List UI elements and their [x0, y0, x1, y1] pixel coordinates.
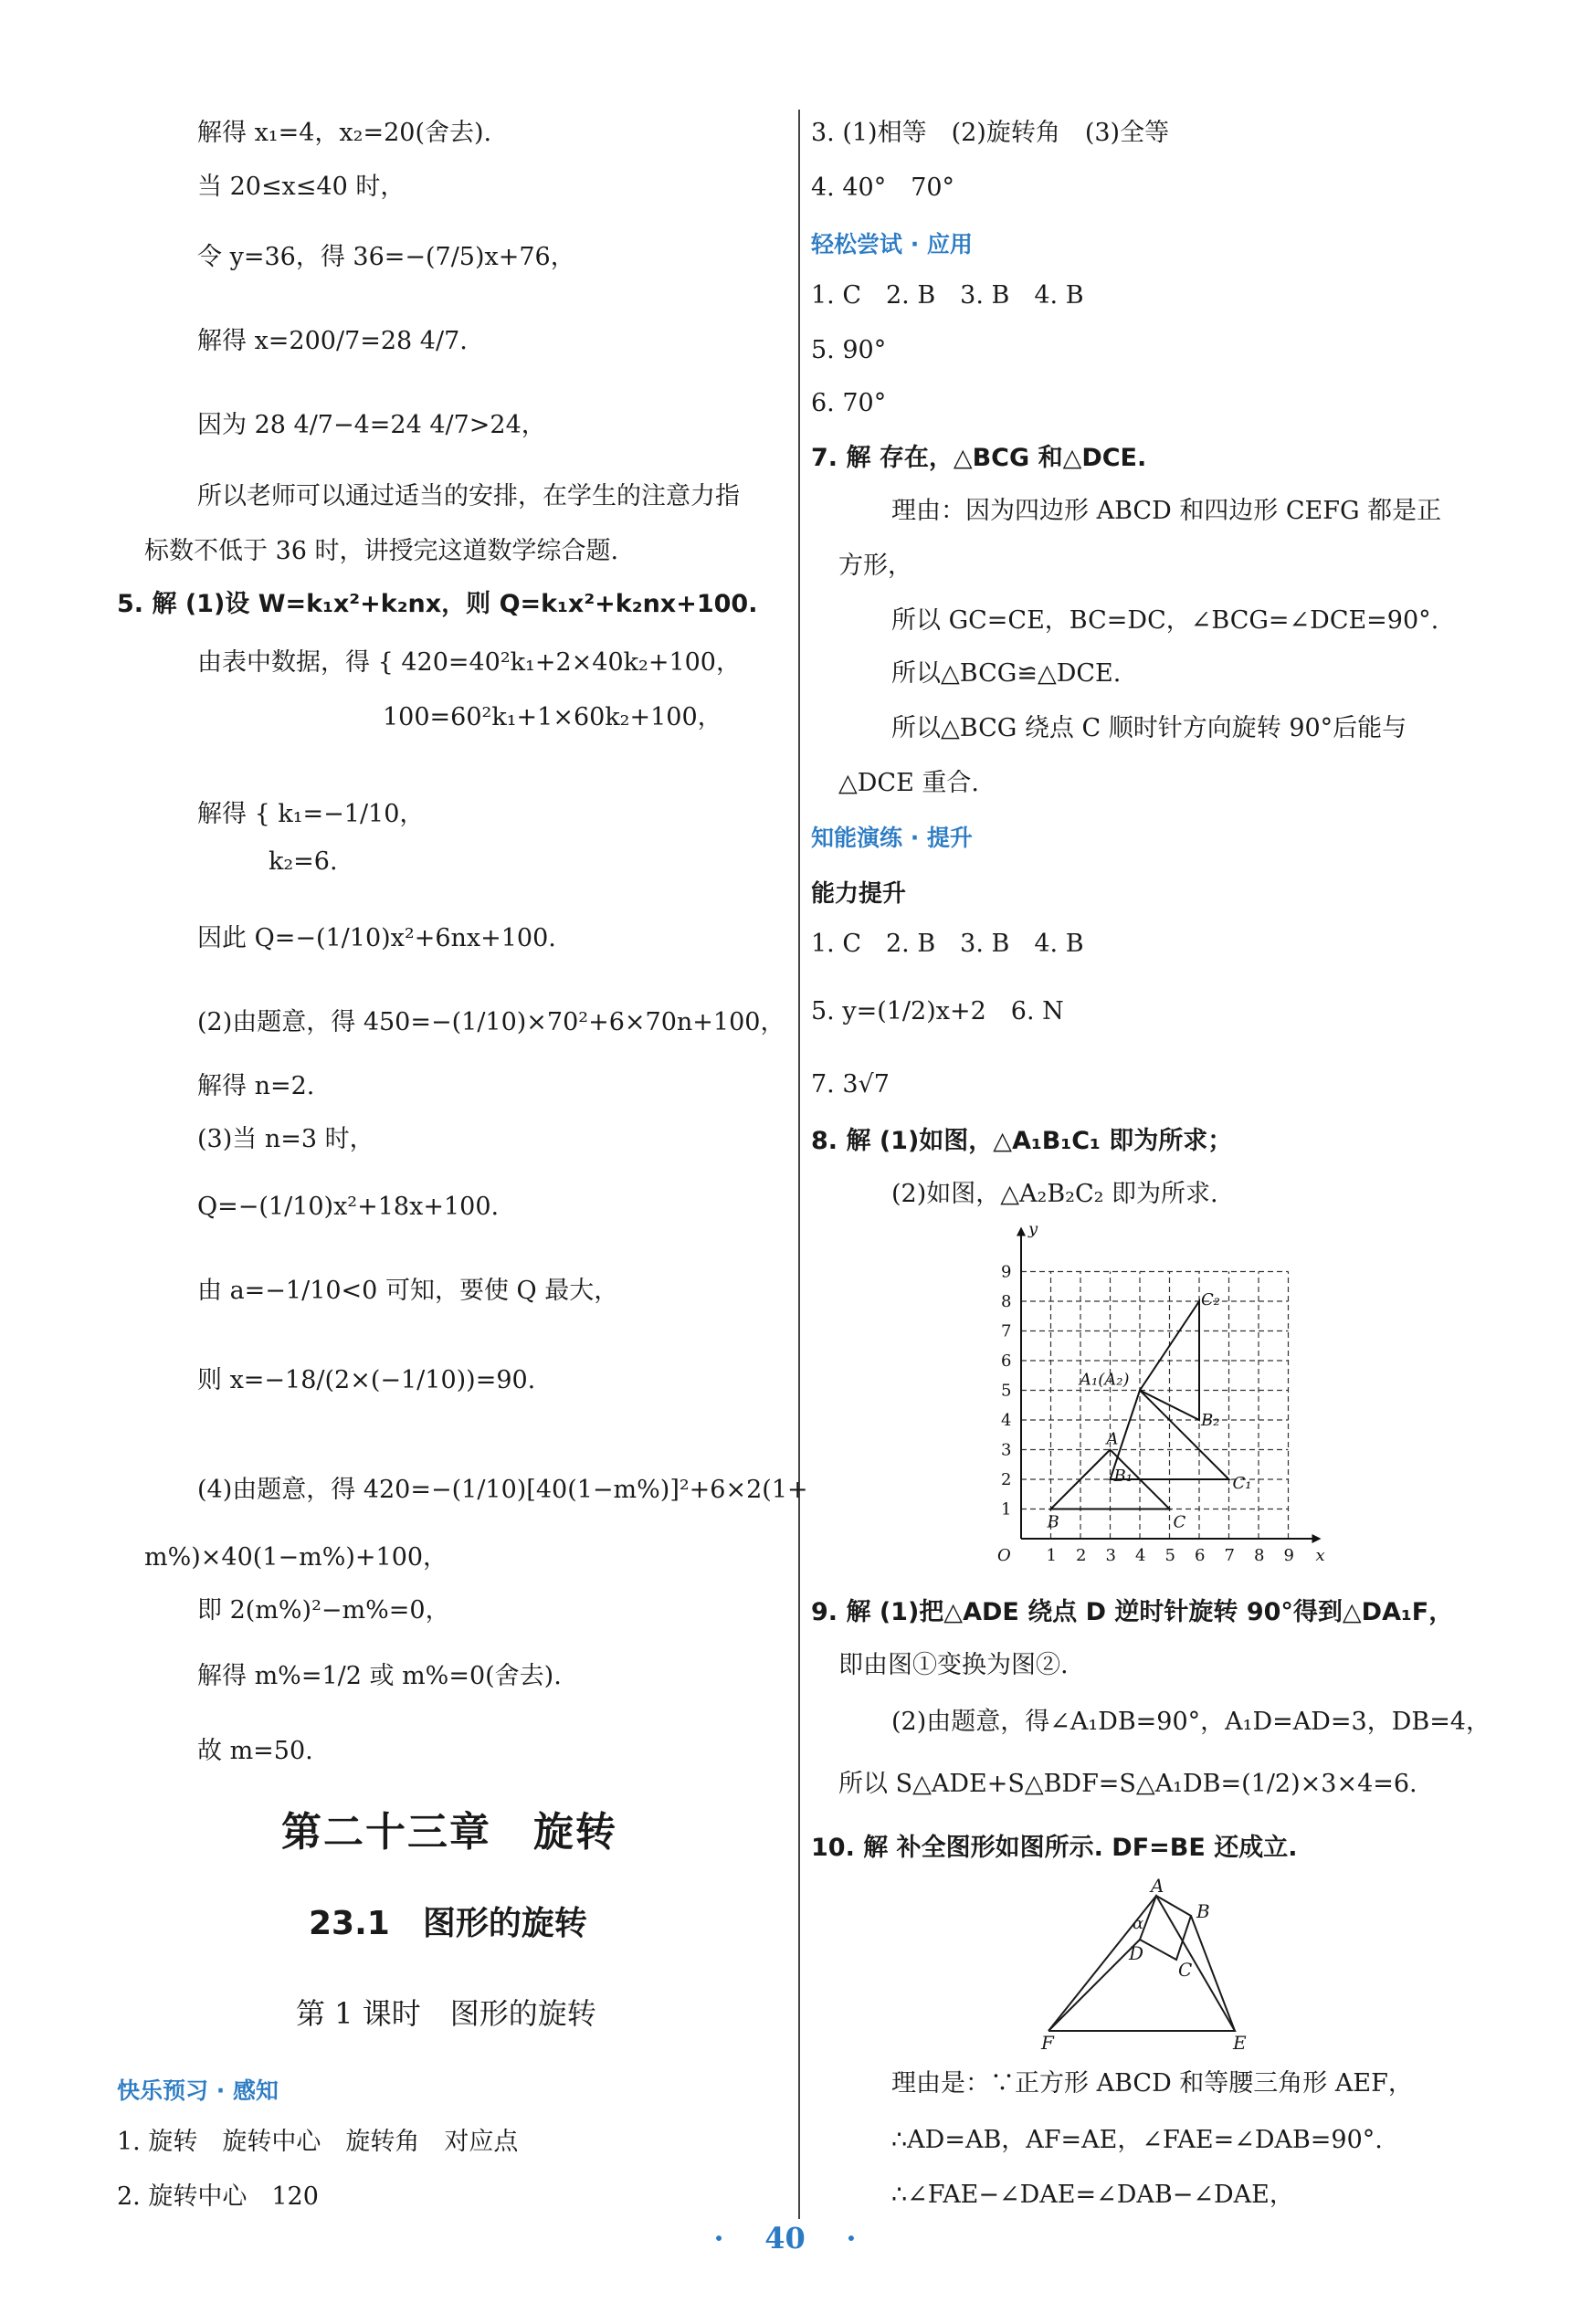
y-tick-label: 6 [1001, 1351, 1012, 1371]
text-line: 所以△BCG≌△DCE. [891, 659, 1122, 688]
question-7: 7. 解 存在，△BCG 和△DCE. [811, 444, 1147, 472]
x-tick-label: 1 [1046, 1546, 1057, 1565]
page-dot: · [713, 2221, 724, 2256]
y-tick-label: 2 [1001, 1470, 1012, 1489]
text-line: 即由图①变换为图②. [838, 1651, 1069, 1679]
y-tick-label: 7 [1001, 1321, 1012, 1341]
y-tick-label: 5 [1001, 1381, 1012, 1401]
x-tick-label: 3 [1105, 1546, 1116, 1565]
x-tick-label: 8 [1254, 1546, 1265, 1565]
square-triangle-figure [1030, 1875, 1249, 2054]
label-d: D [1129, 1942, 1144, 1964]
text-line: 解得 n=2. [197, 1072, 315, 1100]
text-line: 解得 x₁=4，x₂=20(舍去). [197, 119, 492, 147]
text-line: 标数不低于 36 时，讲授完这道数学综合题. [144, 537, 619, 565]
label-c1: C₁ [1232, 1474, 1252, 1493]
text-line: 因此 Q=−(1/10)x²+6nx+100. [197, 924, 556, 952]
text-line: 理由：因为四边形 ABCD 和四边形 CEFG 都是正 [891, 497, 1442, 525]
text-line: 由表中数据，得 { 420=40²k₁+2×40k₂+100， [197, 648, 741, 677]
label-c: C [1178, 1959, 1193, 1981]
text-line: ∴AD=AB，AF=AE，∠FAE=∠DAB=90°. [891, 2126, 1383, 2154]
preview-header: 快乐预习 · 感知 [117, 2077, 279, 2104]
practice-header: 知能演练 · 提升 [811, 825, 973, 851]
page-number-bar [0, 2221, 1570, 2256]
text-line: 1. C 2. B 3. B 4. B [811, 281, 1084, 310]
text-line: 则 x=−18/(2×(−1/10))=90. [197, 1366, 536, 1394]
text-line: 解得 { k₁=−1/10， [197, 800, 425, 828]
label-a: A [1151, 1875, 1164, 1897]
x-tick-label: 7 [1224, 1546, 1235, 1565]
y-axis-arrow [1017, 1227, 1026, 1236]
text-line: 方形， [838, 552, 912, 580]
text-line: 解得 x=200/7=28 4/7. [197, 327, 468, 355]
text-line: 由 a=−1/10<0 可知，要使 Q 最大， [197, 1277, 619, 1305]
page-dot: · [846, 2221, 857, 2256]
label-b: B [1047, 1512, 1059, 1532]
label-b2: B₂ [1201, 1411, 1220, 1430]
label-a1-a2: A₁(A₂) [1080, 1370, 1130, 1390]
text-line: (2)如图，△A₂B₂C₂ 即为所求. [891, 1180, 1218, 1208]
text-line: 所以老师可以通过适当的安排，在学生的注意力指 [197, 482, 740, 510]
rotation-grid-figure [985, 1219, 1325, 1571]
label-e: E [1233, 2032, 1247, 2054]
origin-label: O [997, 1546, 1011, 1565]
x-tick-label: 6 [1195, 1546, 1206, 1565]
text-line: 5. 90° [811, 336, 887, 364]
text-line: Q=−(1/10)x²+18x+100. [197, 1193, 500, 1221]
ability-header: 能力提升 [811, 880, 907, 908]
text-line: ∴∠FAE−∠DAE=∠DAB−∠DAE， [891, 2181, 1294, 2209]
text-line: 3. (1)相等 (2)旋转角 (3)全等 [811, 119, 1170, 147]
text-line: 所以 GC=CE，BC=DC，∠BCG=∠DCE=90°. [891, 606, 1439, 635]
text-line: 故 m=50. [197, 1737, 313, 1765]
text-line: 因为 28 4/7−4=24 4/7>24， [197, 411, 546, 439]
text-line: 7. 3√7 [811, 1070, 890, 1099]
x-axis-label: x [1315, 1546, 1325, 1565]
section-title: 23.1 图形的旋转 [309, 1905, 587, 1942]
question-8: 8. 解 (1)如图，△A₁B₁C₁ 即为所求； [811, 1127, 1233, 1155]
question-5: 5. 解 (1)设 W=k₁x²+k₂nx，则 Q=k₁x²+k₂nx+100. [117, 590, 758, 618]
text-line: 即 2(m%)²−m%=0， [197, 1596, 450, 1625]
label-alpha: α [1133, 1914, 1144, 1933]
try-header: 轻松尝试 · 应用 [811, 231, 973, 258]
y-tick-label: 8 [1001, 1292, 1012, 1311]
text-line: 5. y=(1/2)x+2 6. N [811, 997, 1064, 1025]
text-line: k₂=6. [269, 847, 338, 876]
y-tick-label: 9 [1001, 1262, 1012, 1282]
text-line: 解得 m%=1/2 或 m%=0(舍去). [197, 1662, 562, 1690]
chapter-title: 第二十三章 旋转 [281, 1809, 617, 1856]
text-line: 所以△BCG 绕点 C 顺时针方向旋转 90°后能与 [891, 714, 1407, 742]
label-b: B [1196, 1900, 1210, 1922]
x-tick-label: 9 [1283, 1546, 1294, 1565]
label-c2: C₂ [1201, 1290, 1220, 1309]
text-line: 理由是：∵正方形 ABCD 和等腰三角形 AEF， [891, 2069, 1413, 2098]
segment-be [1191, 1916, 1235, 2031]
text-line: 100=60²k₁+1×60k₂+100， [383, 703, 722, 731]
x-axis-arrow [1312, 1534, 1322, 1543]
text-line: 6. 70° [811, 389, 887, 417]
label-a: A [1106, 1429, 1119, 1449]
x-tick-label: 4 [1135, 1546, 1146, 1565]
column-divider [798, 110, 800, 2219]
y-tick-label: 4 [1001, 1411, 1012, 1430]
label-b1: B₁ [1113, 1467, 1133, 1486]
lesson-title: 第 1 课时 图形的旋转 [296, 1996, 596, 2031]
label-c: C [1173, 1512, 1186, 1532]
x-tick-label: 2 [1076, 1546, 1087, 1565]
text-line: △DCE 重合. [838, 769, 979, 797]
x-tick-label: 5 [1164, 1546, 1175, 1565]
text-line: (2)由题意，得 450=−(1/10)×70²+6×70n+100， [197, 1008, 785, 1036]
segment-df [1048, 1940, 1140, 2031]
text-line: m%)×40(1−m%)+100， [144, 1543, 448, 1572]
text-line: (2)由题意，得∠A₁DB=90°，A₁D=AD=3，DB=4， [891, 1708, 1491, 1736]
text-line: (3)当 n=3 时， [197, 1125, 374, 1153]
label-f: F [1041, 2032, 1054, 2054]
y-axis-label: y [1028, 1219, 1038, 1239]
y-tick-label: 3 [1001, 1440, 1012, 1460]
y-tick-label: 1 [1001, 1499, 1012, 1520]
text-line: 当 20≤x≤40 时， [197, 173, 406, 201]
question-10: 10. 解 补全图形如图所示. DF=BE 还成立. [811, 1834, 1298, 1862]
question-9: 9. 解 (1)把△ADE 绕点 D 逆时针旋转 90°得到△DA₁F， [811, 1598, 1454, 1626]
text-line: 1. 旋转 旋转中心 旋转角 对应点 [117, 2128, 519, 2156]
text-line: 4. 40° 70° [811, 174, 955, 202]
text-line: (4)由题意，得 420=−(1/10)[40(1−m%)]²+6×2(1+ [197, 1476, 808, 1504]
text-line: 2. 旋转中心 120 [117, 2182, 319, 2211]
page-number: 40 [764, 2221, 806, 2256]
text-line: 1. C 2. B 3. B 4. B [811, 930, 1084, 958]
text-line: 所以 S△ADE+S△BDF=S△A₁DB=(1/2)×3×4=6. [838, 1770, 1417, 1798]
text-line: 令 y=36，得 36=−(7/5)x+76， [197, 243, 575, 271]
